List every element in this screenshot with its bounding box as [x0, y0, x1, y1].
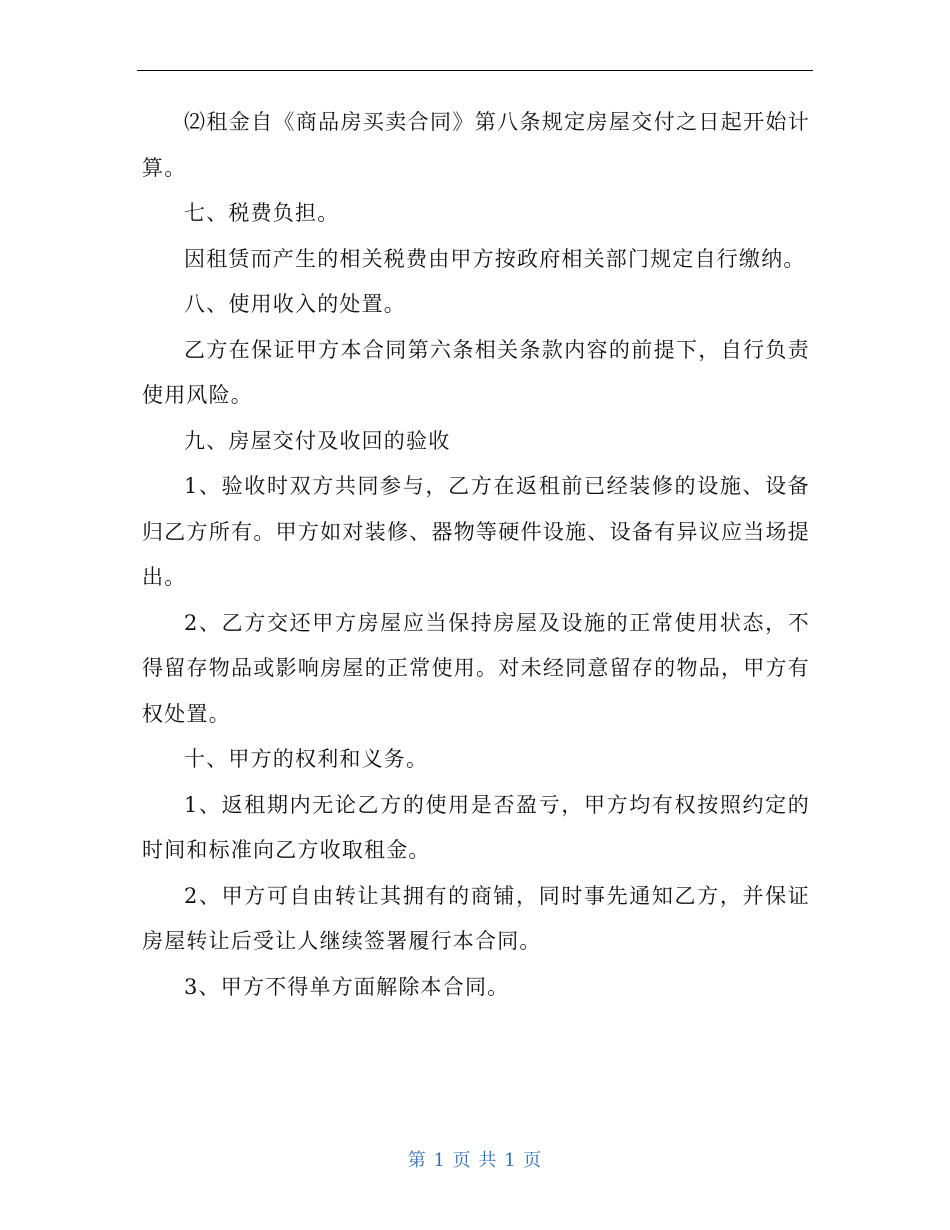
paragraph-acceptance-2: 2、乙方交还甲方房屋应当保持房屋及设施的正常使用状态，不得留存物品或影响房屋的正常使用。对未经同意留存的物品，甲方有权处置。 [142, 610, 810, 726]
paragraph-acceptance-1: 1、验收时双方共同参与，乙方在返租前已经装修的设施、设备归乙方所有。甲方如对装修、器物等硬件设施、设备有异议应当场提出。 [142, 474, 810, 589]
paragraph-usage-risk: 乙方在保证甲方本合同第六条相关条款内容的前提下，自行负责使用风险。 [142, 337, 810, 407]
document-body [142, 100, 810, 1010]
paragraph-rent-start: ⑵租金自《商品房买卖合同》第八条规定房屋交付之日起开始计算。 [142, 110, 810, 180]
page-number-label: 第 1 页 共 1 页 [407, 1150, 543, 1171]
paragraph-rights-1: 1、返租期内无论乙方的使用是否盈亏，甲方均有权按照约定的时间和标准向乙方收取租金。 [142, 792, 810, 862]
heading-tax-burden: 七、税费负担。 [184, 201, 340, 225]
paragraph-rights-2: 2、甲方可自由转让其拥有的商铺，同时事先通知乙方，并保证房屋转让后受让人继续签署履行本合同。 [142, 883, 810, 953]
page-footer [0, 1148, 950, 1174]
header-rule [137, 70, 813, 71]
heading-acceptance: 九、房屋交付及收回的验收 [184, 428, 451, 453]
paragraph-tax: 因租赁而产生的相关税费由甲方按政府相关部门规定自行缴纳。 [184, 246, 806, 271]
heading-income-disposal: 八、使用收入的处置。 [184, 292, 406, 316]
paragraph-rights-3: 3、甲方不得单方面解除本合同。 [184, 974, 510, 999]
heading-party-a-rights: 十、甲方的权利和义务。 [184, 747, 429, 771]
